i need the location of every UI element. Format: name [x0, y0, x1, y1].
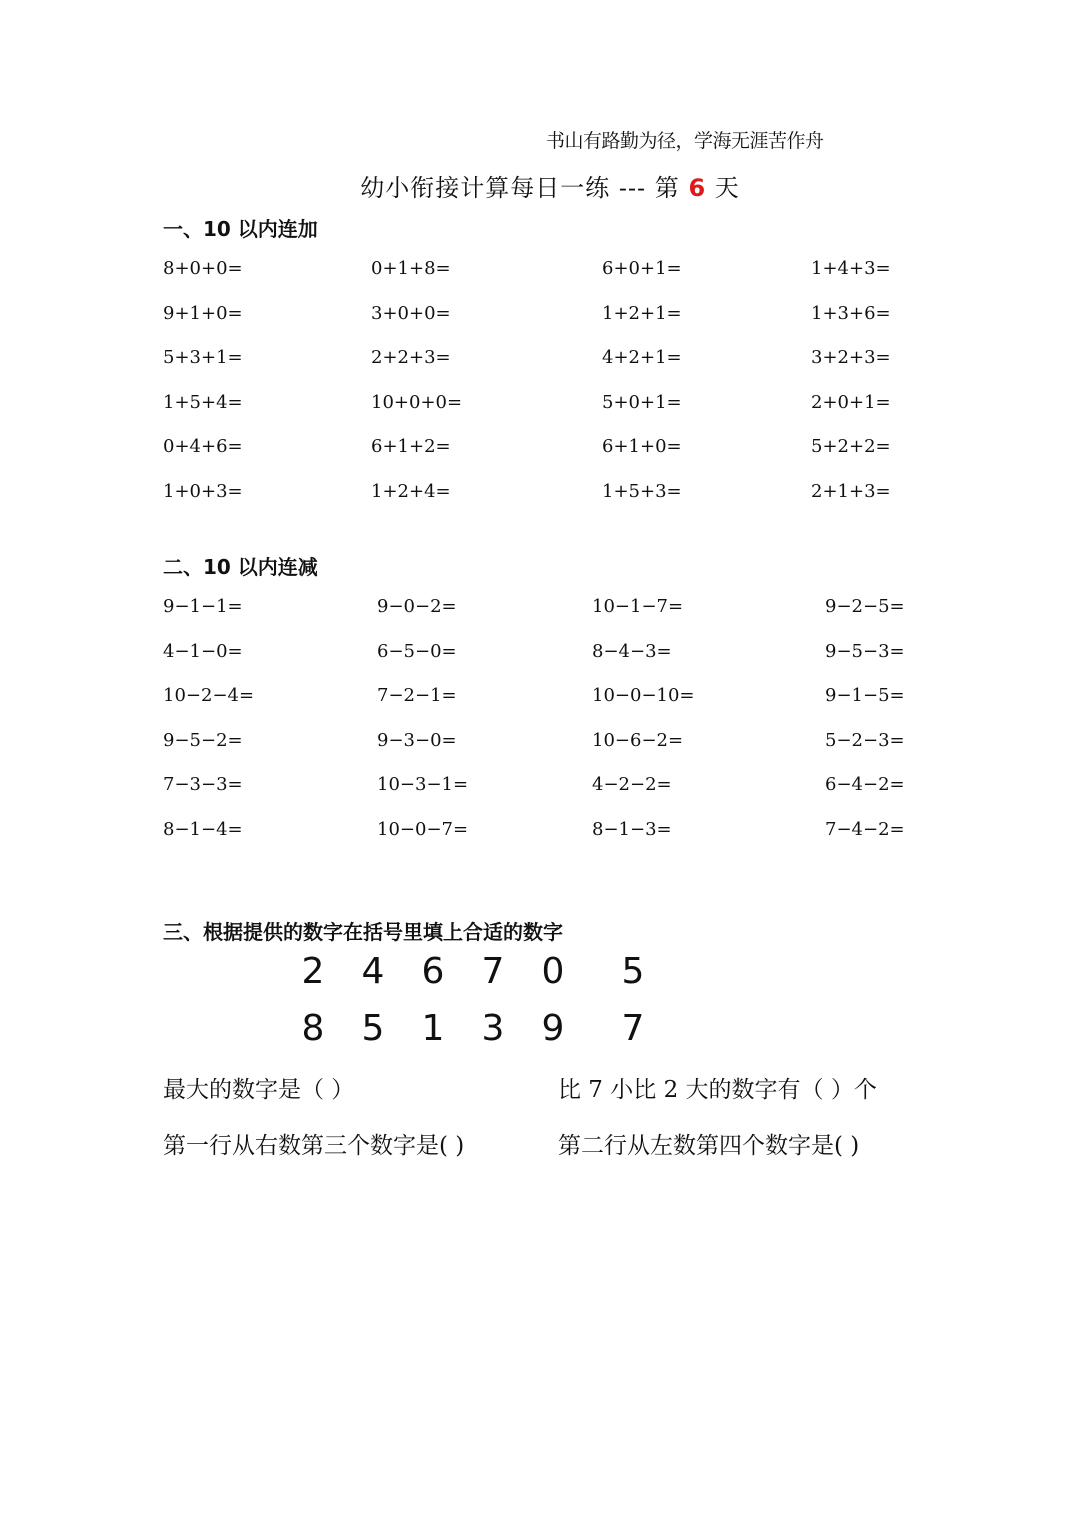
addition-equation: 3+0+0=	[371, 302, 451, 324]
addition-equation: 8+0+0=	[163, 258, 243, 279]
addition-equation: 1+0+3=	[163, 481, 243, 502]
subtraction-equation: 10−0−10=	[592, 685, 695, 707]
addition-equation: 0+1+8=	[371, 258, 451, 279]
subtraction-equation: 4−2−2=	[592, 774, 672, 796]
question-between-2-and-7: 比 7 小比 2 大的数字有（ ）个	[558, 1077, 877, 1103]
digit-cell: 2	[301, 951, 325, 992]
section-fill-heading: 三、根据提供的数字在括号里填上合适的数字	[163, 920, 563, 944]
digit-cell: 0	[541, 951, 565, 992]
addition-equation: 6+1+2=	[371, 436, 451, 458]
digit-cell: 5	[361, 1008, 385, 1049]
addition-equation: 1+3+6=	[811, 302, 891, 324]
addition-equation: 5+3+1=	[163, 347, 243, 369]
motto: 书山有路勤为径，学海无涯苦作舟	[546, 130, 824, 152]
subtraction-equation: 9−5−2=	[163, 729, 243, 751]
addition-equation: 2+0+1=	[811, 391, 891, 413]
addition-equation: 6+1+0=	[602, 436, 682, 458]
digit-cell: 3	[481, 1008, 505, 1049]
subtraction-equation: 7−2−1=	[377, 685, 457, 707]
section-subtraction-heading: 二、10 以内连减	[163, 555, 318, 579]
subtraction-equation: 8−1−3=	[592, 819, 672, 840]
digit-cell: 7	[621, 1008, 645, 1049]
subtraction-equation: 6−4−2=	[825, 774, 905, 796]
subtraction-equation: 9−2−5=	[825, 596, 905, 617]
addition-equation: 9+1+0=	[163, 302, 243, 324]
addition-equation: 2+1+3=	[811, 481, 891, 502]
subtraction-equation: 6−5−0=	[377, 640, 457, 662]
subtraction-equation: 10−0−7=	[377, 819, 469, 840]
addition-equation: 1+4+3=	[811, 258, 891, 279]
subtraction-equation: 8−1−4=	[163, 819, 243, 840]
title-day-number: 6	[688, 174, 707, 202]
digit-cell: 7	[481, 951, 505, 992]
addition-equation: 10+0+0=	[371, 391, 463, 413]
addition-equation: 1+5+4=	[163, 391, 243, 413]
subtraction-equation: 9−1−5=	[825, 685, 905, 707]
title-suffix: 天	[714, 174, 740, 202]
addition-equation: 4+2+1=	[602, 347, 682, 369]
subtraction-equation: 9−0−2=	[377, 596, 457, 617]
addition-equation: 1+5+3=	[602, 481, 682, 502]
subtraction-equation: 8−4−3=	[592, 640, 672, 662]
addition-equation: 5+0+1=	[602, 391, 682, 413]
title-prefix: 幼小衔接计算每日一练 --- 第	[360, 174, 680, 202]
page-title	[0, 168, 1080, 203]
subtraction-equation: 10−3−1=	[377, 774, 469, 796]
digit-cell: 8	[301, 1008, 325, 1049]
addition-equation: 1+2+1=	[602, 302, 682, 324]
subtraction-equation: 9−1−1=	[163, 596, 243, 617]
section-addition-heading: 一、10 以内连加	[163, 217, 318, 241]
subtraction-equation: 10−2−4=	[163, 685, 255, 707]
subtraction-equation: 5−2−3=	[825, 729, 905, 751]
addition-equation: 0+4+6=	[163, 436, 243, 458]
digit-cell: 6	[421, 951, 445, 992]
question-row2-fourth-from-left: 第二行从左数第四个数字是( )	[558, 1133, 860, 1159]
digit-cell: 9	[541, 1008, 565, 1049]
addition-equation: 2+2+3=	[371, 347, 451, 369]
question-row1-third-from-right: 第一行从右数第三个数字是( )	[163, 1133, 465, 1159]
subtraction-equation: 9−3−0=	[377, 729, 457, 751]
addition-equation: 6+0+1=	[602, 258, 682, 279]
subtraction-equation: 9−5−3=	[825, 640, 905, 662]
digit-cell: 4	[361, 951, 385, 992]
addition-equation: 1+2+4=	[371, 481, 451, 502]
digit-cell: 1	[421, 1008, 445, 1049]
subtraction-equation: 7−3−3=	[163, 774, 243, 796]
subtraction-equation: 10−1−7=	[592, 596, 684, 617]
subtraction-equation: 10−6−2=	[592, 729, 684, 751]
question-largest-number: 最大的数字是（ ）	[163, 1077, 355, 1103]
addition-equation: 3+2+3=	[811, 347, 891, 369]
digit-cell: 5	[621, 951, 645, 992]
addition-equation: 5+2+2=	[811, 436, 891, 458]
subtraction-equation: 4−1−0=	[163, 640, 243, 662]
subtraction-equation: 7−4−2=	[825, 819, 905, 840]
